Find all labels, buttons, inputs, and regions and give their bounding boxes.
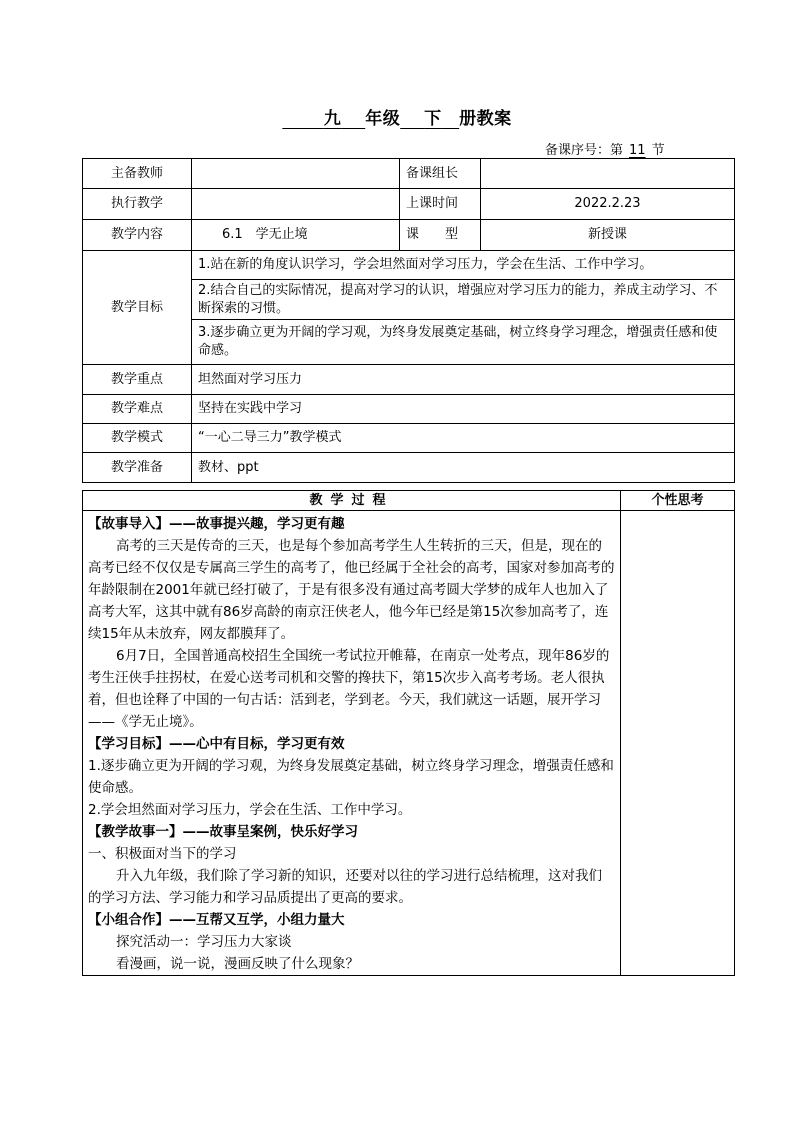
key-point-label: 教学重点 — [83, 365, 192, 395]
goal-item: 2.结合自己的实际情况，提高对学习的认识，增强应对学习压力的能力，养成主动学习、不断探索的习惯。 — [192, 280, 735, 320]
info-row-mode — [83, 424, 735, 453]
page-title — [0, 104, 794, 129]
preparation-label: 教学准备 — [83, 453, 192, 483]
key-point-value: 坦然面对学习压力 — [192, 365, 735, 395]
lesson-type-value: 新授课 — [481, 220, 735, 251]
group-leader-label: 备课组长 — [400, 159, 481, 189]
lesson-sequence-number: 11 — [629, 143, 646, 158]
info-row-difficulty — [83, 395, 735, 424]
info-row-exec — [83, 189, 735, 220]
teaching-mode-label: 教学模式 — [83, 424, 192, 453]
info-row-teacher — [83, 159, 735, 189]
paragraph: 探究活动一：学习压力大家谈 — [116, 934, 292, 950]
main-teacher-label: 主备教师 — [83, 159, 192, 189]
section-heading: 【学习目标】——心中有目标，学习更有效 — [88, 736, 345, 752]
reflection-column — [621, 511, 735, 976]
info-row-content — [83, 220, 735, 251]
term-field: 下 — [424, 109, 442, 129]
section-heading: 【小组合作】——互帮又互学，小组力量大 — [88, 912, 345, 928]
paragraph: 2.学会坦然面对学习压力，学会在生活、工作中学习。 — [88, 802, 412, 818]
grade-field: 九 — [323, 109, 342, 129]
class-time-label: 上课时间 — [400, 189, 481, 220]
teaching-mode-value: “一心二导三力”教学模式 — [192, 424, 735, 453]
lesson-type-label: 课 型 — [400, 220, 481, 251]
content-value: 6.1 学无止境 — [192, 220, 400, 251]
paragraph: 一、积极面对当下的学习 — [88, 846, 237, 862]
process-header-row — [83, 491, 735, 511]
info-row-prep — [83, 453, 735, 483]
paragraph: 6月7日，全国普通高校招生全国统一考试拉开帷幕，在南京一处考点，现年86岁的考生汪侠手拄拐杖，在爱心送考司机和交警的搀扶下，第15次步入高考考场。老人很执着，但也诠释了中国的一句古话：活到老，学到老。今天，我们就这一话题，展开学习——《学无止境》。 — [88, 648, 610, 730]
process-content — [83, 511, 621, 976]
term-suffix: 册教案 — [459, 109, 512, 129]
paragraph: 升入九年级，我们除了学习新的知识，还要对以往的学习进行总结梳理，这对我们的学习方法、学习能力和学习品质提出了更高的要求。 — [88, 868, 602, 906]
info-row-goal-1 — [83, 251, 735, 280]
process-body-row — [83, 511, 735, 976]
teaching-process-table — [82, 490, 735, 976]
paragraph: 高考的三天是传奇的三天，也是每个参加高考学生人生转折的三天，但是，现在的高考已经不仅仅是专属高三学生的高考了，他已经属于全社会的高考，国家对参加高考的年龄限制在2001年就已经打破了，于是有很多没有通过高考圆大学梦的成年人也加入了高考大军，这其中就有86岁高龄的南京汪侠老人，他今年已经是第15次参加高考了，连续15年从未放弃，网友都膜拜了。 — [88, 538, 615, 642]
goal-item: 3.逐步确立更为开阔的学习观，为终身发展奠定基础，树立终身学习理念，增强责任感和使命感。 — [192, 320, 735, 365]
difficulty-label: 教学难点 — [83, 395, 192, 424]
goal-item: 1.站在新的角度认识学习，学会坦然面对学习压力，学会在生活、工作中学习。 — [192, 251, 735, 280]
info-row-key — [83, 365, 735, 395]
grade-suffix: 年级 — [365, 109, 401, 129]
reflection-heading: 个性思考 — [621, 491, 735, 511]
paragraph: 1.逐步确立更为开阔的学习观，为终身发展奠定基础，树立终身学习理念，增强责任感和使命感。 — [88, 758, 614, 796]
goals-label: 教学目标 — [83, 251, 192, 365]
preparation-value: 教材、ppt — [192, 453, 735, 483]
section-heading: 【故事导入】——故事提兴趣，学习更有趣 — [88, 516, 345, 532]
content-label: 教学内容 — [83, 220, 192, 251]
lesson-info-table — [82, 158, 735, 483]
exec-teaching-label: 执行教学 — [83, 189, 192, 220]
exec-teaching-value — [192, 189, 400, 220]
group-leader-value — [481, 159, 735, 189]
section-heading: 【教学故事一】——故事呈案例，快乐好学习 — [88, 824, 358, 840]
difficulty-value: 坚持在实践中学习 — [192, 395, 735, 424]
class-time-value: 2022.2.23 — [481, 189, 735, 220]
main-teacher-value — [192, 159, 400, 189]
paragraph: 看漫画，说一说，漫画反映了什么现象？ — [116, 956, 359, 972]
lesson-sequence: 备课序号：第 11 节 — [545, 143, 665, 158]
process-heading: 教学过程 — [83, 491, 621, 511]
